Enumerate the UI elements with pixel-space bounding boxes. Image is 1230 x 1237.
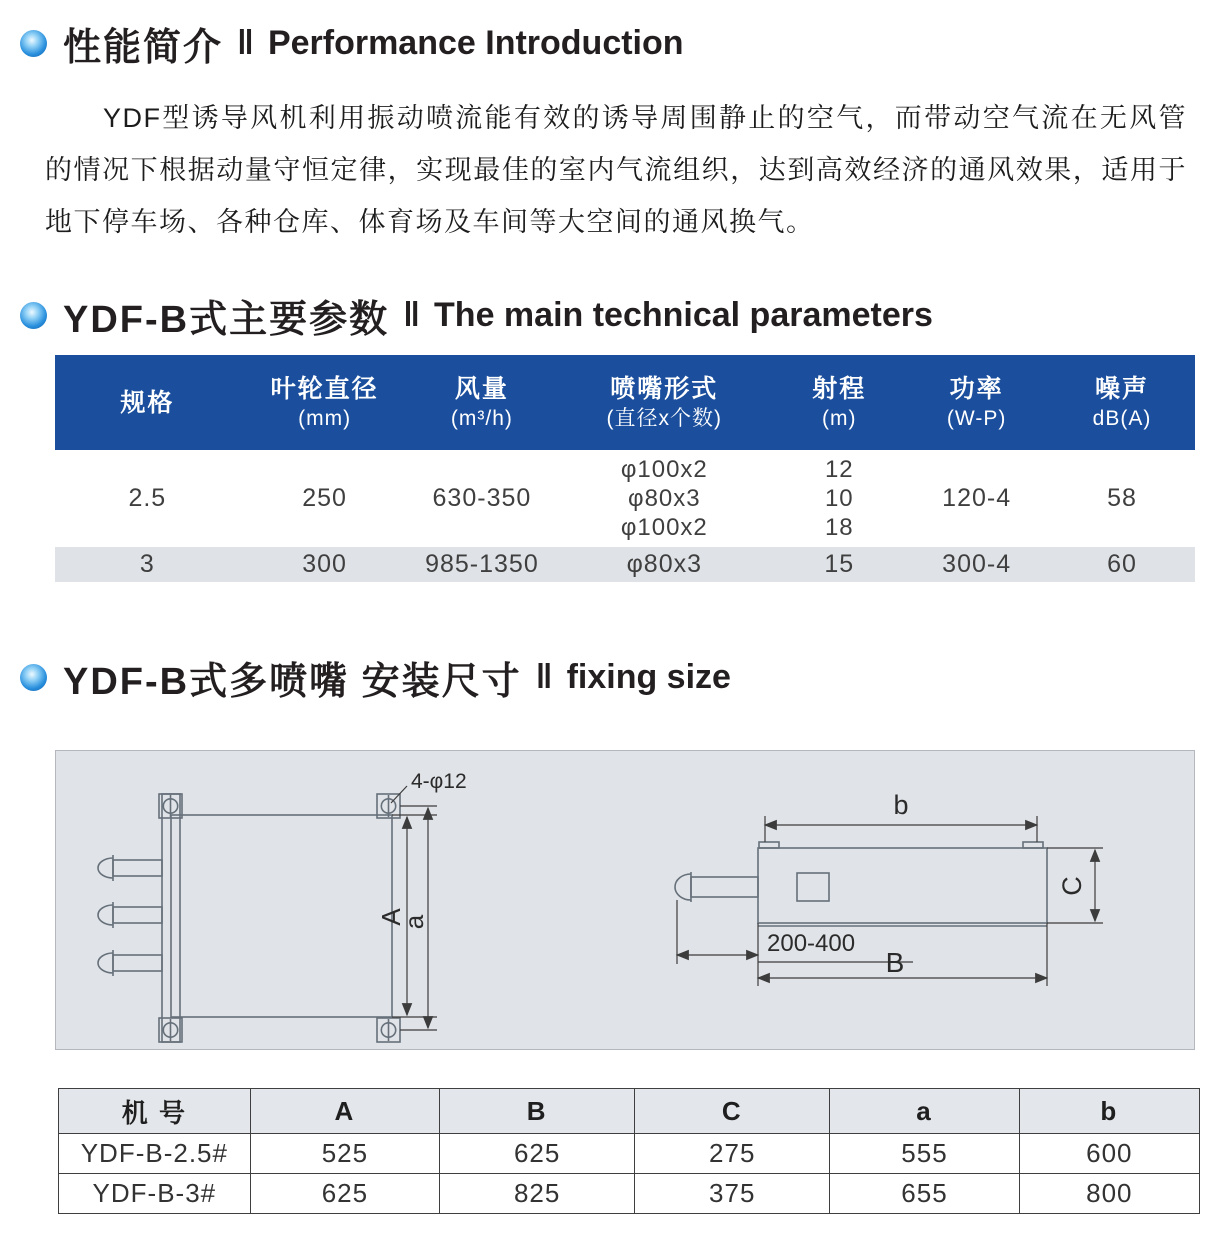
range-value: 10 <box>824 485 854 512</box>
col-header-label: 噪声 <box>1095 374 1150 403</box>
range-value: 12 <box>824 456 854 483</box>
cell-b: 600 <box>1019 1134 1199 1174</box>
cell-a: 655 <box>830 1174 1019 1214</box>
cell-B: 625 <box>440 1134 635 1174</box>
col-header-unit: (W-P) <box>946 406 1007 430</box>
cell-impeller: 250 <box>302 484 347 512</box>
performance-title-zh: 性能简介 <box>63 27 224 69</box>
parameters-title-en: The main technical parameters <box>434 296 933 334</box>
parameters-heading <box>20 288 933 343</box>
dim-label-a: a <box>399 914 429 930</box>
col-header-label: 风量 <box>454 374 509 403</box>
dim-label-C: C <box>1057 876 1087 896</box>
col-header-unit: (mm) <box>298 406 352 430</box>
col-header-C: C <box>635 1089 830 1134</box>
performance-paragraph: YDF型诱导风机利用振动喷流能有效的诱导周围静止的空气，而带动空气流在无风管的情况下根据动量守恒定律，实现最佳的室内气流组织，达到高效经济的通风效果，适用于地下停车场、各种仓库、体育场及车间等大空间的通风换气。 <box>45 103 1187 237</box>
dim-label-b: b <box>893 790 909 820</box>
cell-power: 300-4 <box>942 550 1012 578</box>
cell-ranges: 15 <box>824 550 855 578</box>
col-header-noise <box>1049 355 1195 450</box>
section-bullet-icon <box>20 30 47 57</box>
col-header-nozzle <box>554 355 774 450</box>
cell-A: 525 <box>250 1134 439 1174</box>
performance-heading <box>20 16 684 71</box>
col-header-model: 机 号 <box>59 1089 251 1134</box>
col-header-label: 射程 <box>812 374 867 403</box>
fixing-diagram-panel <box>55 750 1195 1050</box>
col-header-B: B <box>440 1089 635 1134</box>
range-value: 18 <box>824 514 854 541</box>
col-header-power <box>904 355 1049 450</box>
col-header-unit: (m) <box>822 406 857 430</box>
heading-separator: ‖ <box>403 296 421 334</box>
col-header-impeller <box>240 355 410 450</box>
col-header-A: A <box>250 1089 439 1134</box>
table-row <box>59 1174 1200 1214</box>
cell-model: YDF-B-2.5# <box>59 1134 251 1174</box>
cell-C: 375 <box>635 1174 830 1214</box>
size-header-row <box>59 1089 1200 1134</box>
cell-ranges <box>774 450 904 547</box>
nozzle-form: φ100x2 <box>620 456 708 483</box>
col-header-spec <box>55 355 240 450</box>
heading-separator: ‖ <box>237 24 254 62</box>
hole-count-label: 4-φ12 <box>411 770 467 793</box>
cell-airflow: 630-350 <box>432 484 532 512</box>
dim-label-B: B <box>885 947 905 978</box>
cell-spec: 3 <box>139 550 155 578</box>
fixing-heading <box>20 650 731 705</box>
col-header-range <box>774 355 904 450</box>
table-row <box>59 1134 1200 1174</box>
cell-impeller: 300 <box>302 550 347 578</box>
fixing-title-en: fixing size <box>566 658 731 696</box>
offset-range-label: 200-400 <box>767 930 856 957</box>
col-header-a: a <box>830 1089 1019 1134</box>
table-row <box>55 450 1195 547</box>
cell-b: 800 <box>1019 1174 1199 1214</box>
cell-B: 825 <box>440 1174 635 1214</box>
col-header-label: 规格 <box>120 388 175 417</box>
parameters-title-zh: YDF-B式主要参数 <box>63 299 390 341</box>
col-header-label: 叶轮直径 <box>270 374 379 403</box>
heading-separator: ‖ <box>535 658 553 696</box>
cell-airflow: 985-1350 <box>425 550 539 578</box>
parameters-table <box>55 355 1195 582</box>
col-header-b: b <box>1019 1089 1199 1134</box>
cell-model: YDF-B-3# <box>59 1174 251 1214</box>
cell-nozzle-forms: φ80x3 <box>626 550 703 578</box>
col-header-unit: dB(A) <box>1092 406 1152 430</box>
dim-label-A: A <box>376 908 406 926</box>
col-header-unit: (直径x个数) <box>606 406 723 430</box>
cell-spec: 2.5 <box>128 484 167 512</box>
col-header-unit: (m³/h) <box>450 406 513 430</box>
cell-noise: 60 <box>1107 550 1137 578</box>
table-row <box>55 547 1195 582</box>
cell-noise: 58 <box>1107 484 1137 512</box>
cell-a: 555 <box>830 1134 1019 1174</box>
section-bullet-icon <box>20 664 47 691</box>
panel-background <box>56 751 1195 1050</box>
size-table <box>58 1088 1200 1214</box>
col-header-label: 功率 <box>949 374 1004 403</box>
parameters-header-row <box>55 355 1195 450</box>
col-header-label: 喷嘴形式 <box>610 374 719 403</box>
col-header-airflow <box>410 355 555 450</box>
performance-title-en: Performance Introduction <box>267 24 684 62</box>
section-bullet-icon <box>20 302 47 329</box>
cell-C: 275 <box>635 1134 830 1174</box>
fixing-diagram <box>55 750 1195 1050</box>
nozzle-form: φ100x2 <box>620 514 708 541</box>
cell-A: 625 <box>250 1174 439 1214</box>
fixing-title-zh: YDF-B式多喷嘴 安装尺寸 <box>63 661 522 703</box>
cell-nozzle-forms <box>554 450 774 547</box>
cell-power: 120-4 <box>942 484 1012 512</box>
nozzle-form: φ80x3 <box>628 485 701 512</box>
